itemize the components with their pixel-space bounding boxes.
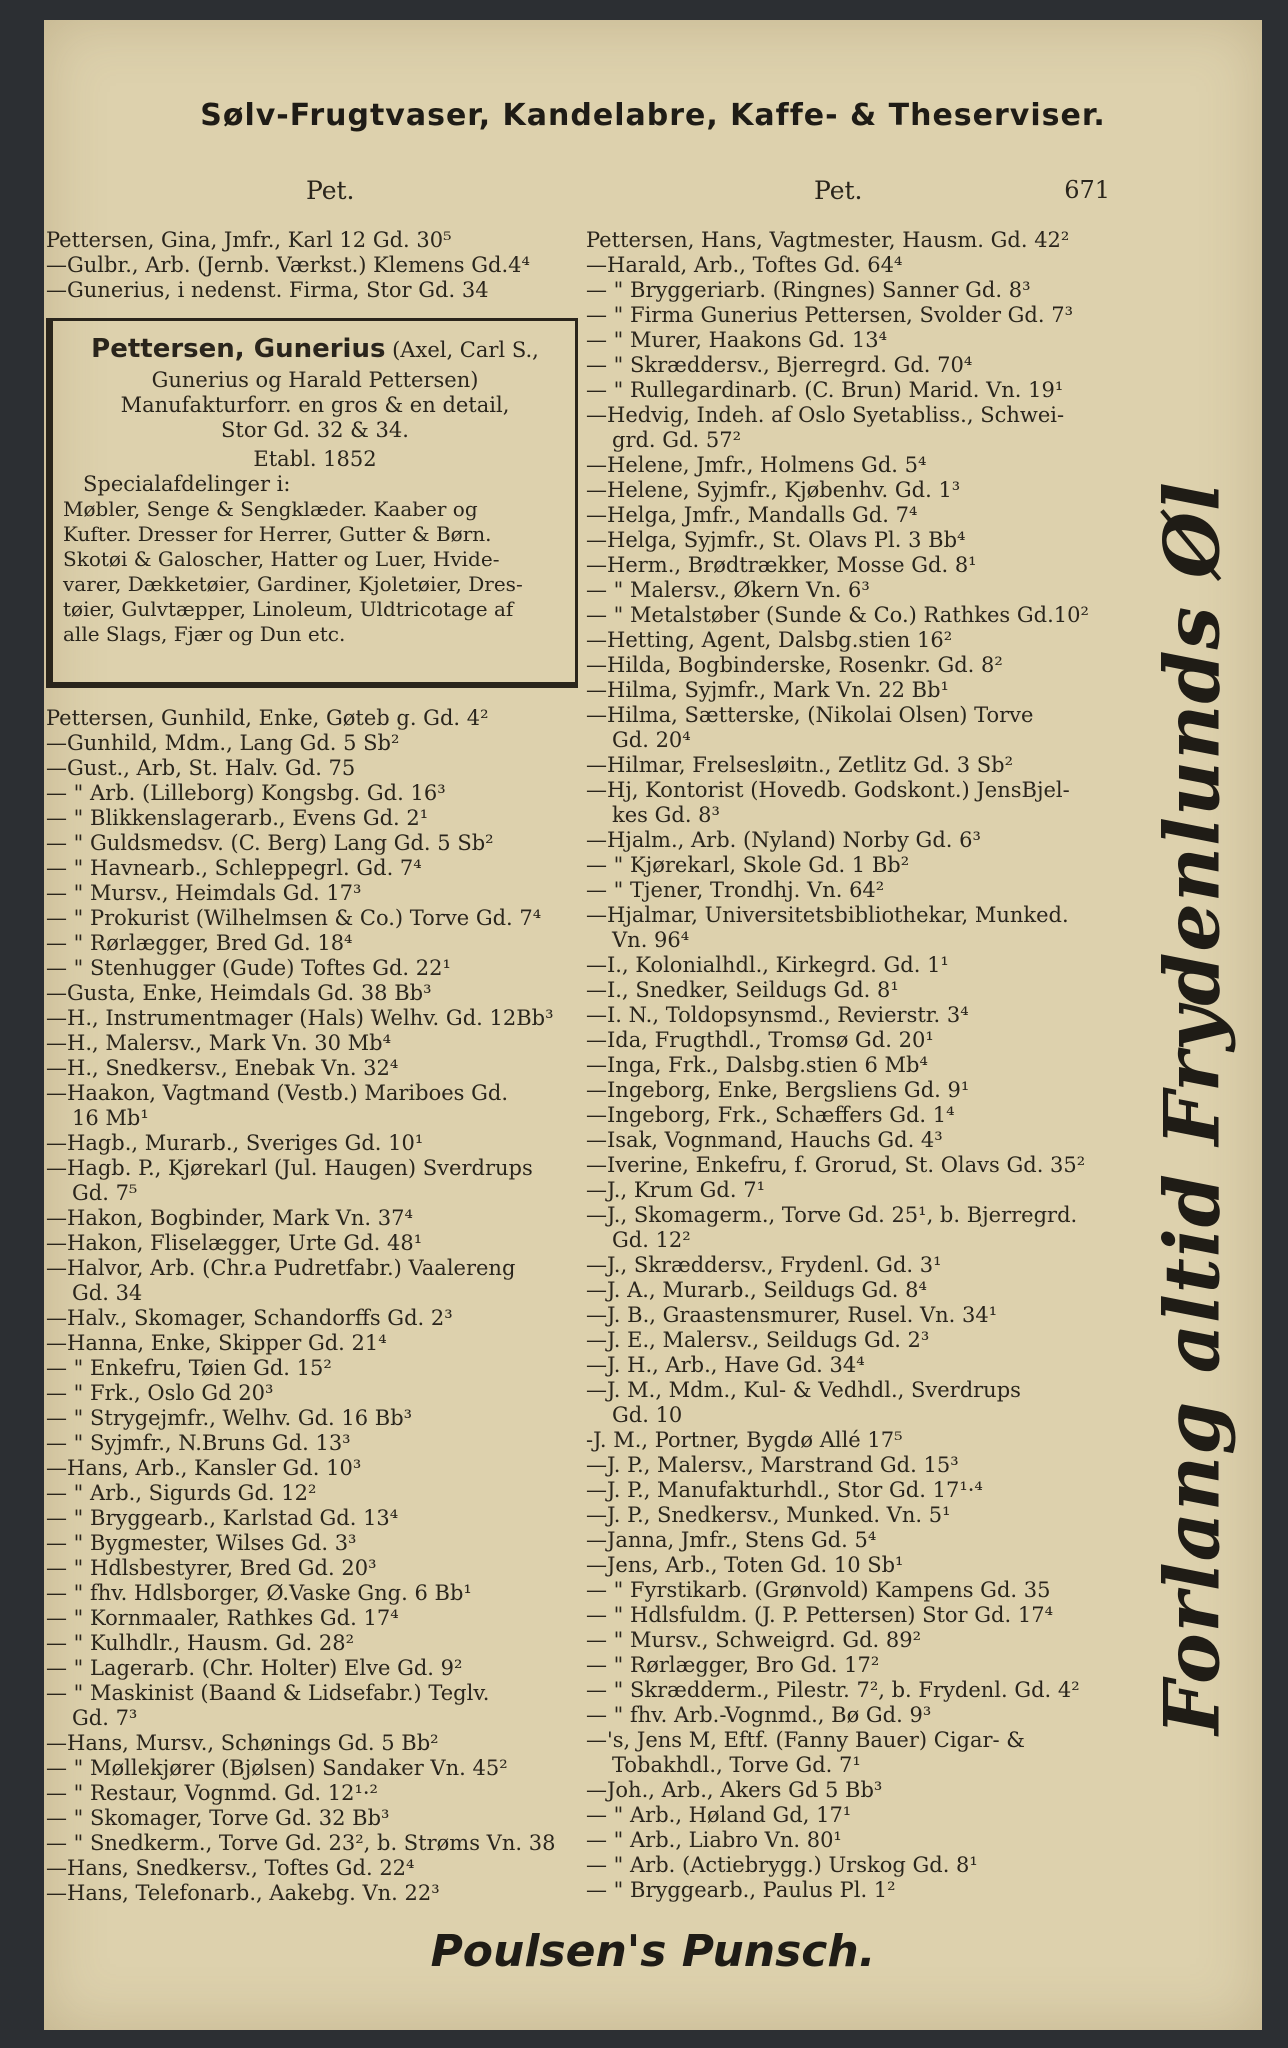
directory-entry: —Helene, Syjmfr., Kjøbenhv. Gd. 1³ bbox=[586, 478, 961, 502]
directory-entry: —Gunerius, i nedenst. Firma, Stor Gd. 34 bbox=[46, 278, 489, 302]
directory-entry: —J., Skræddersv., Frydenl. Gd. 3¹ bbox=[586, 1253, 942, 1277]
advert-body bbox=[63, 497, 567, 647]
directory-entry: —Hakon, Bogbinder, Mark Vn. 37⁴ bbox=[46, 1206, 413, 1230]
directory-entry: —Gust., Arb, St. Halv. Gd. 75 bbox=[46, 756, 356, 780]
directory-entry: — " Enkefru, Tøien Gd. 15² bbox=[46, 1356, 332, 1380]
advert-line: Stor Gd. 32 & 34. bbox=[221, 418, 409, 442]
directory-entry: —Ida, Frugthdl., Tromsø Gd. 20¹ bbox=[586, 1028, 934, 1052]
directory-entry: Pettersen, Gunhild, Enke, Gøteb g. Gd. 4² bbox=[46, 706, 489, 730]
directory-entry: —Hans, Mursv., Schønings Gd. 5 Bb² bbox=[46, 1731, 439, 1755]
directory-entry: — " Fyrstikarb. (Grønvold) Kampens Gd. 35 bbox=[586, 1578, 1051, 1602]
directory-entry: —'s, Jens M, Eftf. (Fanny Bauer) Cigar- & bbox=[586, 1728, 1026, 1752]
directory-entry: — " Arb. (Actiebrygg.) Urskog Gd. 8¹ bbox=[586, 1853, 978, 1877]
directory-entry: — " Arb., Liabro Vn. 80¹ bbox=[586, 1828, 842, 1852]
directory-entry: — " Hdlsbestyrer, Bred Gd. 20³ bbox=[46, 1556, 377, 1580]
directory-entry: — " Rørlægger, Bred Gd. 18⁴ bbox=[46, 931, 353, 955]
directory-entry: Gd. 7³ bbox=[72, 1706, 138, 1730]
directory-entry: — " Lagerarb. (Chr. Holter) Elve Gd. 9² bbox=[46, 1656, 463, 1680]
advert-bottom-rule bbox=[46, 682, 578, 686]
directory-entry: — " Strygejmfr., Welhv. Gd. 16 Bb³ bbox=[46, 1406, 413, 1430]
directory-entry: —J., Krum Gd. 7¹ bbox=[586, 1178, 766, 1202]
directory-entry: — " fhv. Hdlsborger, Ø.Vaske Gng. 6 Bb¹ bbox=[46, 1581, 472, 1605]
directory-entry: kes Gd. 8³ bbox=[612, 803, 720, 827]
directory-entry: —I., Kolonialhdl., Kirkegrd. Gd. 1¹ bbox=[586, 953, 949, 977]
directory-entry: Gd. 20⁴ bbox=[612, 728, 691, 752]
directory-entry: — " Bryggearb., Karlstad Gd. 13⁴ bbox=[46, 1506, 399, 1530]
directory-entry: — " Blikkenslagerarb., Evens Gd. 2¹ bbox=[46, 806, 429, 830]
directory-entry: — " Maskinist (Baand & Lidsefabr.) Teglv. bbox=[46, 1681, 490, 1705]
directory-entry: — " Guldsmedsv. (C. Berg) Lang Gd. 5 Sb² bbox=[46, 831, 494, 855]
directory-entry: —Joh., Arb., Akers Gd 5 Bb³ bbox=[586, 1778, 883, 1802]
directory-entry: — " Metalstøber (Sunde & Co.) Rathkes Gd.10² bbox=[586, 603, 1089, 627]
directory-entry: Gd. 12² bbox=[612, 1228, 691, 1252]
advert-title-name: Pettersen, Gunerius bbox=[91, 334, 386, 364]
right-column bbox=[586, 228, 1146, 1903]
directory-entry: —Hakon, Fliselægger, Urte Gd. 48¹ bbox=[46, 1231, 423, 1255]
directory-entry: —H., Snedkersv., Enebak Vn. 32⁴ bbox=[46, 1056, 399, 1080]
directory-entry: — " Kornmaaler, Rathkes Gd. 17⁴ bbox=[46, 1606, 399, 1630]
directory-entry: —Halv., Skomager, Schandorffs Gd. 2³ bbox=[46, 1306, 453, 1330]
directory-entry: — " Rørlægger, Bro Gd. 17² bbox=[586, 1653, 880, 1677]
directory-entry: —Helga, Jmfr., Mandalls Gd. 7⁴ bbox=[586, 503, 918, 527]
directory-entry: —J. H., Arb., Have Gd. 34⁴ bbox=[586, 1353, 865, 1377]
directory-entry: — " Skræddersv., Bjerregrd. Gd. 70⁴ bbox=[586, 353, 973, 377]
directory-entry: —J. B., Graastensmurer, Rusel. Vn. 34¹ bbox=[586, 1303, 998, 1327]
directory-entry: — " Malersv., Økern Vn. 6³ bbox=[586, 578, 870, 602]
directory-entry: — " Snedkerm., Torve Gd. 23², b. Strøms Vn. 38 bbox=[46, 1831, 556, 1855]
header-banner: Sølv-Frugtvaser, Kandelabre, Kaffe- & Theserviser. bbox=[200, 98, 1106, 133]
directory-entry: —Ingeborg, Frk., Schæffers Gd. 1⁴ bbox=[586, 1103, 955, 1127]
directory-entry: —Herm., Brødtrækker, Mosse Gd. 8¹ bbox=[586, 553, 977, 577]
advert-body-line: varer, Dækketøier, Gardiner, Kjoletøier, Dres- bbox=[63, 572, 523, 596]
directory-entry: — " Kulhdlr., Hausm. Gd. 28² bbox=[46, 1631, 355, 1655]
left-column-top bbox=[46, 228, 589, 303]
advert-title-suffix: (Axel, Carl S., bbox=[385, 338, 539, 362]
directory-entry: —I. N., Toldopsynsmd., Revierstr. 3⁴ bbox=[586, 1003, 969, 1027]
advert-title bbox=[63, 331, 567, 368]
directory-entry: — " Murer, Haakons Gd. 13⁴ bbox=[586, 328, 887, 352]
directory-entry: — " Arb. (Lilleborg) Kongsbg. Gd. 16³ bbox=[46, 781, 446, 805]
directory-entry: —Gusta, Enke, Heimdals Gd. 38 Bb³ bbox=[46, 981, 432, 1005]
directory-entry: —Hanna, Enke, Skipper Gd. 21⁴ bbox=[46, 1331, 387, 1355]
directory-entry: —Hagb. P., Kjørekarl (Jul. Haugen) Sverdrups bbox=[46, 1156, 533, 1180]
directory-entry: —Inga, Frk., Dalsbg.stien 6 Mb⁴ bbox=[586, 1053, 928, 1077]
directory-entry: Gd. 34 bbox=[72, 1281, 143, 1305]
directory-entry: —Hilmar, Frelsesløitn., Zetlitz Gd. 3 Sb² bbox=[586, 753, 1013, 777]
directory-entry: — " Havnearb., Schleppegrl. Gd. 7⁴ bbox=[46, 856, 422, 880]
right-running-head: Pet. bbox=[814, 176, 863, 205]
directory-entry: —Hedvig, Indeh. af Oslo Syetabliss., Schwei- bbox=[586, 403, 1065, 427]
directory-entry: — " Møllekjører (Bjølsen) Sandaker Vn. 45² bbox=[46, 1756, 508, 1780]
directory-entry: —Hjalmar, Universitetsbibliothekar, Munked. bbox=[586, 903, 1069, 927]
directory-entry: —Halvor, Arb. (Chr.a Pudretfabr.) Vaalereng bbox=[46, 1256, 516, 1280]
directory-entry: —Jens, Arb., Toten Gd. 10 Sb¹ bbox=[586, 1553, 904, 1577]
directory-entry: — " Arb., Sigurds Gd. 12² bbox=[46, 1481, 317, 1505]
directory-entry: — " Stenhugger (Gude) Toftes Gd. 22¹ bbox=[46, 956, 451, 980]
directory-entry: —J., Skomagerm., Torve Gd. 25¹, b. Bjerregrd. bbox=[586, 1203, 1078, 1227]
advert-body-line: Møbler, Senge & Sengklæder. Kaaber og bbox=[63, 497, 478, 521]
directory-entry: — " fhv. Arb.-Vognmd., Bø Gd. 9³ bbox=[586, 1703, 932, 1727]
directory-entry: — " Bryggeriarb. (Ringnes) Sanner Gd. 8³ bbox=[586, 278, 1031, 302]
directory-entry: —Isak, Vognmand, Hauchs Gd. 4³ bbox=[586, 1128, 943, 1152]
directory-entry: — " Frk., Oslo Gd 20³ bbox=[46, 1381, 274, 1405]
advert-line: Gunerius og Harald Pettersen) bbox=[151, 368, 479, 392]
directory-entry: —Hj, Kontorist (Hovedb. Godskont.) JensBjel- bbox=[586, 778, 1070, 802]
directory-entry: — " Hdlsfuldm. (J. P. Pettersen) Stor Gd. 17⁴ bbox=[586, 1603, 1053, 1627]
directory-entry: — " Bygmester, Wilses Gd. 3³ bbox=[46, 1531, 357, 1555]
directory-entry: —Hans, Telefonarb., Aakebg. Vn. 22³ bbox=[46, 1881, 440, 1905]
advert-body-line: tøier, Gulvtæpper, Linoleum, Uldtricotage af bbox=[63, 597, 514, 621]
directory-entry: -J. M., Portner, Bygdø Allé 17⁵ bbox=[586, 1428, 903, 1452]
advert-established: Etabl. 1852 bbox=[253, 447, 377, 471]
advert-body-line: Kufter. Dresser for Herrer, Gutter & Børn. bbox=[63, 522, 492, 546]
directory-entry: — " Firma Gunerius Pettersen, Svolder Gd. 7³ bbox=[586, 303, 1074, 327]
directory-entry: —H., Malersv., Mark Vn. 30 Mb⁴ bbox=[46, 1031, 391, 1055]
directory-entry: —Hilda, Bogbinderske, Rosenkr. Gd. 8² bbox=[586, 653, 1003, 677]
directory-entry: —J. P., Malersv., Marstrand Gd. 15³ bbox=[586, 1453, 959, 1477]
left-column-bottom bbox=[46, 706, 589, 1906]
directory-entry: —J. P., Snedkersv., Munked. Vn. 5¹ bbox=[586, 1503, 951, 1527]
directory-entry: —Ingeborg, Enke, Bergsliens Gd. 9¹ bbox=[586, 1078, 970, 1102]
directory-entry: —Hilma, Syjmfr., Mark Vn. 22 Bb¹ bbox=[586, 678, 949, 702]
directory-entry: —J. A., Murarb., Seildugs Gd. 8⁴ bbox=[586, 1278, 927, 1302]
directory-entry: — " Mursv., Schweigrd. Gd. 89² bbox=[586, 1628, 922, 1652]
directory-page bbox=[44, 20, 1262, 2030]
directory-entry: —J. M., Mdm., Kul- & Vedhdl., Sverdrups bbox=[586, 1378, 1021, 1402]
directory-entry: Vn. 96⁴ bbox=[612, 928, 690, 952]
directory-entry: — " Skrædderm., Pilestr. 7², b. Frydenl. Gd. 4² bbox=[586, 1678, 1080, 1702]
directory-entry: —Iverine, Enkefru, f. Grorud, St. Olavs Gd. 35² bbox=[586, 1153, 1086, 1177]
directory-entry: — " Prokurist (Wilhelmsen & Co.) Torve Gd. 7⁴ bbox=[46, 906, 542, 930]
footer-advert: Poulsen's Punsch. bbox=[430, 1926, 876, 1977]
directory-entry: — " Arb., Høland Gd, 17¹ bbox=[586, 1803, 852, 1827]
directory-entry: —Helga, Syjmfr., St. Olavs Pl. 3 Bb⁴ bbox=[586, 528, 966, 552]
directory-entry: —Hans, Arb., Kansler Gd. 10³ bbox=[46, 1456, 362, 1480]
page-number: 671 bbox=[1064, 176, 1110, 204]
left-running-head: Pet. bbox=[306, 176, 355, 205]
directory-entry: Pettersen, Hans, Vagtmester, Hausm. Gd. 42² bbox=[586, 228, 1070, 252]
directory-entry: —Helene, Jmfr., Holmens Gd. 5⁴ bbox=[586, 453, 927, 477]
directory-entry: —Gulbr., Arb. (Jernb. Værkst.) Klemens Gd.4⁴ bbox=[46, 253, 530, 277]
advert-departments-heading: Specialafdelinger i: bbox=[83, 472, 291, 496]
directory-entry: Tobakhdl., Torve Gd. 7¹ bbox=[612, 1753, 861, 1777]
advert-body-line: Skotøi & Galoscher, Hatter og Luer, Hvide- bbox=[63, 547, 500, 571]
directory-entry: —Harald, Arb., Toftes Gd. 64⁴ bbox=[586, 253, 903, 277]
directory-entry: — " Restaur, Vognmd. Gd. 12¹·² bbox=[46, 1781, 378, 1805]
directory-entry: — " Rullegardinarb. (C. Brun) Marid. Vn. 19¹ bbox=[586, 378, 1064, 402]
directory-entry: —Gunhild, Mdm., Lang Gd. 5 Sb² bbox=[46, 731, 400, 755]
directory-entry: 16 Mb¹ bbox=[72, 1106, 149, 1130]
directory-entry: Pettersen, Gina, Jmfr., Karl 12 Gd. 30⁵ bbox=[46, 228, 452, 252]
directory-entry: —J. P., Manufakturhdl., Stor Gd. 17¹·⁴ bbox=[586, 1478, 983, 1502]
directory-entry: — " Bryggearb., Paulus Pl. 1² bbox=[586, 1878, 896, 1902]
advert-line: Manufakturforr. en gros & en detail, bbox=[120, 393, 510, 417]
directory-entry: —Haakon, Vagtmand (Vestb.) Mariboes Gd. bbox=[46, 1081, 509, 1105]
directory-entry: — " Skomager, Torve Gd. 32 Bb³ bbox=[46, 1806, 390, 1830]
directory-entry: — " Kjørekarl, Skole Gd. 1 Bb² bbox=[586, 853, 910, 877]
directory-entry: grd. Gd. 57² bbox=[612, 428, 741, 452]
directory-entry: —J. E., Malersv., Seildugs Gd. 2³ bbox=[586, 1328, 930, 1352]
directory-entry: Gd. 10 bbox=[612, 1403, 683, 1427]
directory-entry: —Hjalm., Arb. (Nyland) Norby Gd. 6³ bbox=[586, 828, 981, 852]
directory-entry: —H., Instrumentmager (Hals) Welhv. Gd. 12Bb³ bbox=[46, 1006, 554, 1030]
side-advert-text: Forlang altid Frydenlunds Øl bbox=[1147, 481, 1237, 1735]
directory-entry: — " Tjener, Trondhj. Vn. 64² bbox=[586, 878, 885, 902]
directory-entry: — " Mursv., Heimdals Gd. 17³ bbox=[46, 881, 362, 905]
directory-entry: —Hetting, Agent, Dalsbg.stien 16² bbox=[586, 628, 953, 652]
directory-entry: — " Syjmfr., N.Bruns Gd. 13³ bbox=[46, 1431, 351, 1455]
directory-entry: —I., Snedker, Seildugs Gd. 8¹ bbox=[586, 978, 899, 1002]
pettersen-advert-box bbox=[46, 318, 578, 688]
directory-entry: Gd. 7⁵ bbox=[72, 1181, 138, 1205]
directory-entry: —Hilma, Sætterske, (Nikolai Olsen) Torve bbox=[586, 703, 1034, 727]
directory-entry: —Hans, Snedkersv., Toftes Gd. 22⁴ bbox=[46, 1856, 415, 1880]
directory-entry: —Hagb., Murarb., Sveriges Gd. 10¹ bbox=[46, 1131, 424, 1155]
advert-body-line: alle Slags, Fjær og Dun etc. bbox=[63, 622, 346, 646]
directory-entry: —Janna, Jmfr., Stens Gd. 5⁴ bbox=[586, 1528, 877, 1552]
